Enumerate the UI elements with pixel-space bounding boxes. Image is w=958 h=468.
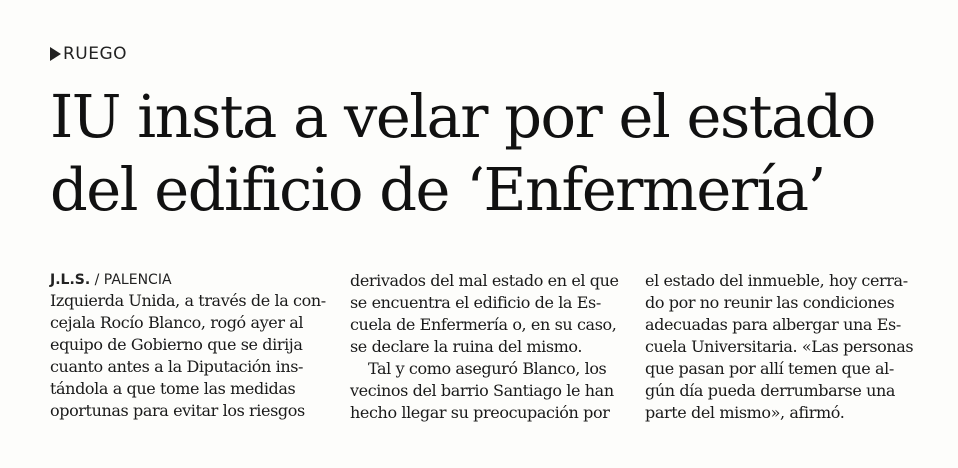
text-line: se declare la ruina del mismo. [350, 337, 583, 356]
headline [50, 80, 930, 226]
article-column-2 [350, 270, 630, 424]
headline-line: IU insta a velar por el estado [50, 82, 875, 151]
text-line: cuela de Enfermería o, en su caso, [350, 315, 617, 334]
text-line: Izquierda Unida, a través de la con- [50, 291, 326, 310]
text-line: derivados del mal estado en el que [350, 271, 619, 290]
byline-separator: / [94, 272, 100, 288]
text-line: equipo de Gobierno que se dirija [50, 335, 303, 354]
byline [50, 272, 172, 288]
text-line: cuela Universitaria. «Las personas [645, 337, 914, 356]
triangle-bullet-icon [50, 47, 61, 61]
byline-author: J.L.S. [50, 272, 91, 288]
section-label: RUEGO [63, 44, 128, 64]
section-tag [50, 44, 127, 64]
text-line: gún día pueda derrumbarse una [645, 381, 896, 400]
text-line: oportunas para evitar los riesgos [50, 401, 305, 420]
text-line: parte del mismo», afirmó. [645, 403, 845, 422]
text-line: adecuadas para albergar una Es- [645, 315, 901, 334]
text-line: Tal y como aseguró Blanco, los [368, 359, 607, 378]
text-line: se encuentra el edificio de la Es- [350, 293, 601, 312]
byline-location: PALENCIA [103, 272, 172, 288]
text-line: el estado del inmueble, hoy cerra- [645, 271, 908, 290]
text-line: cejala Rocío Blanco, rogó ayer al [50, 313, 304, 332]
text-line: hecho llegar su preocupación por [350, 403, 610, 422]
text-line: que pasan por allí temen que al- [645, 359, 894, 378]
headline-line: del edificio de ‘Enfermería’ [50, 155, 825, 224]
text-line: cuanto antes a la Diputación ins- [50, 357, 304, 376]
article-column-3 [645, 270, 925, 424]
text-line: tándola a que tome las medidas [50, 379, 296, 398]
text-line: do por no reunir las condiciones [645, 293, 895, 312]
text-line: vecinos del barrio Santiago le han [350, 381, 614, 400]
article-column-1 [50, 290, 335, 422]
